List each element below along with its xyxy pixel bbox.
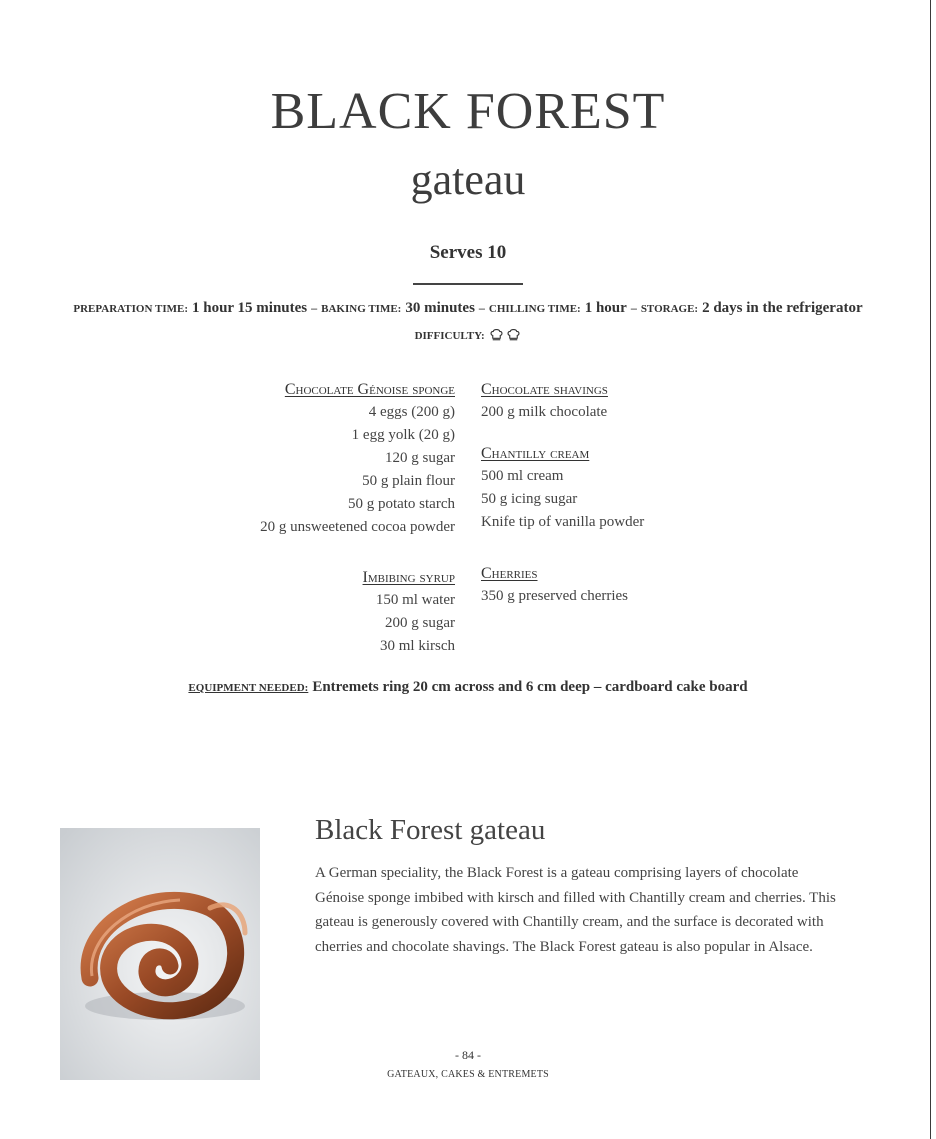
meta-separator: – — [478, 301, 485, 315]
ingredient-item: 50 g plain flour — [362, 473, 455, 489]
equipment-label: EQUIPMENT NEEDED: — [188, 682, 309, 694]
baking-time-label: BAKING TIME: — [321, 303, 402, 315]
page-number: - 84 - — [455, 1048, 481, 1062]
ingredient-item: 120 g sugar — [385, 450, 455, 466]
ingredient-item: 50 g icing sugar — [481, 491, 578, 507]
difficulty-rating — [487, 330, 521, 342]
ingredient-item: 200 g sugar — [385, 615, 455, 631]
meta-separator: – — [311, 301, 318, 315]
ingredients-left-column — [180, 378, 455, 658]
ingredient-item: 150 ml water — [375, 592, 455, 608]
ingredient-item: 4 eggs (200 g) — [368, 404, 455, 420]
ingredient-item: 350 g preserved cherries — [481, 588, 629, 604]
recipe-meta-line — [0, 299, 936, 317]
section-imbibing-syrup — [180, 566, 455, 658]
description-title: Black Forest gateau — [315, 814, 546, 846]
chef-hat-icon — [489, 327, 504, 345]
description-body: A German speciality, the Black Forest is a gateau comprising layers of chocolate Génoise sponge imbibed with kirsch and filled with Chantilly cream and cherries. This gateau is generously covered with Chantilly cream, and the surface is decorated with cherries and chocolate shavings. The Black Forest gateau is also popular in Alsace. — [315, 865, 836, 955]
section-chocolate-genoise-sponge — [180, 378, 455, 539]
storage-label: STORAGE: — [640, 303, 699, 315]
section-title: Chocolate shavings — [481, 381, 608, 398]
divider-rule — [413, 283, 523, 285]
equipment-value: Entremets ring 20 cm across and 6 cm deep – cardboard cake board — [312, 679, 748, 695]
difficulty-row — [0, 327, 936, 345]
equipment-line — [0, 678, 936, 696]
ingredient-item: 30 ml kirsch — [380, 638, 455, 654]
ingredient-item: 500 ml cream — [481, 468, 564, 484]
preparation-time-value: 1 hour 15 minutes — [191, 300, 308, 316]
ingredient-item: Knife tip of vanilla powder — [481, 514, 645, 530]
section-cherries — [481, 562, 811, 608]
ingredient-item: 20 g unsweetened cocoa powder — [260, 519, 455, 535]
chilling-time-value: 1 hour — [584, 300, 627, 316]
chef-hat-icon — [506, 327, 521, 345]
section-title: Cherries — [481, 565, 538, 582]
running-footer: GATEAUX, CAKES & ENTREMETS — [387, 1069, 549, 1080]
chilling-time-label: CHILLING TIME: — [488, 303, 581, 315]
section-chantilly-cream — [481, 442, 811, 534]
section-title: Chocolate Génoise sponge — [284, 381, 455, 398]
section-title: Chantilly cream — [481, 445, 590, 462]
ingredient-item: 1 egg yolk (20 g) — [351, 427, 455, 443]
recipe-title: BLACK FOREST — [270, 83, 666, 140]
chocolate-shaving-photo — [60, 828, 260, 1080]
storage-value: 2 days in the refrigerator — [702, 300, 863, 316]
serves-label: Serves 10 — [429, 242, 507, 263]
difficulty-label: DIFFICULTY: — [414, 330, 485, 342]
recipe-subtitle: gateau — [410, 155, 526, 204]
ingredients-right-column — [481, 378, 811, 608]
section-chocolate-shavings — [481, 378, 811, 424]
baking-time-value: 30 minutes — [405, 300, 475, 316]
ingredient-item: 50 g potato starch — [347, 496, 455, 512]
ingredient-item: 200 g milk chocolate — [481, 404, 608, 420]
section-title: Imbibing syrup — [362, 569, 455, 586]
preparation-time-label: PREPARATION TIME: — [73, 303, 188, 315]
meta-separator: – — [630, 301, 637, 315]
